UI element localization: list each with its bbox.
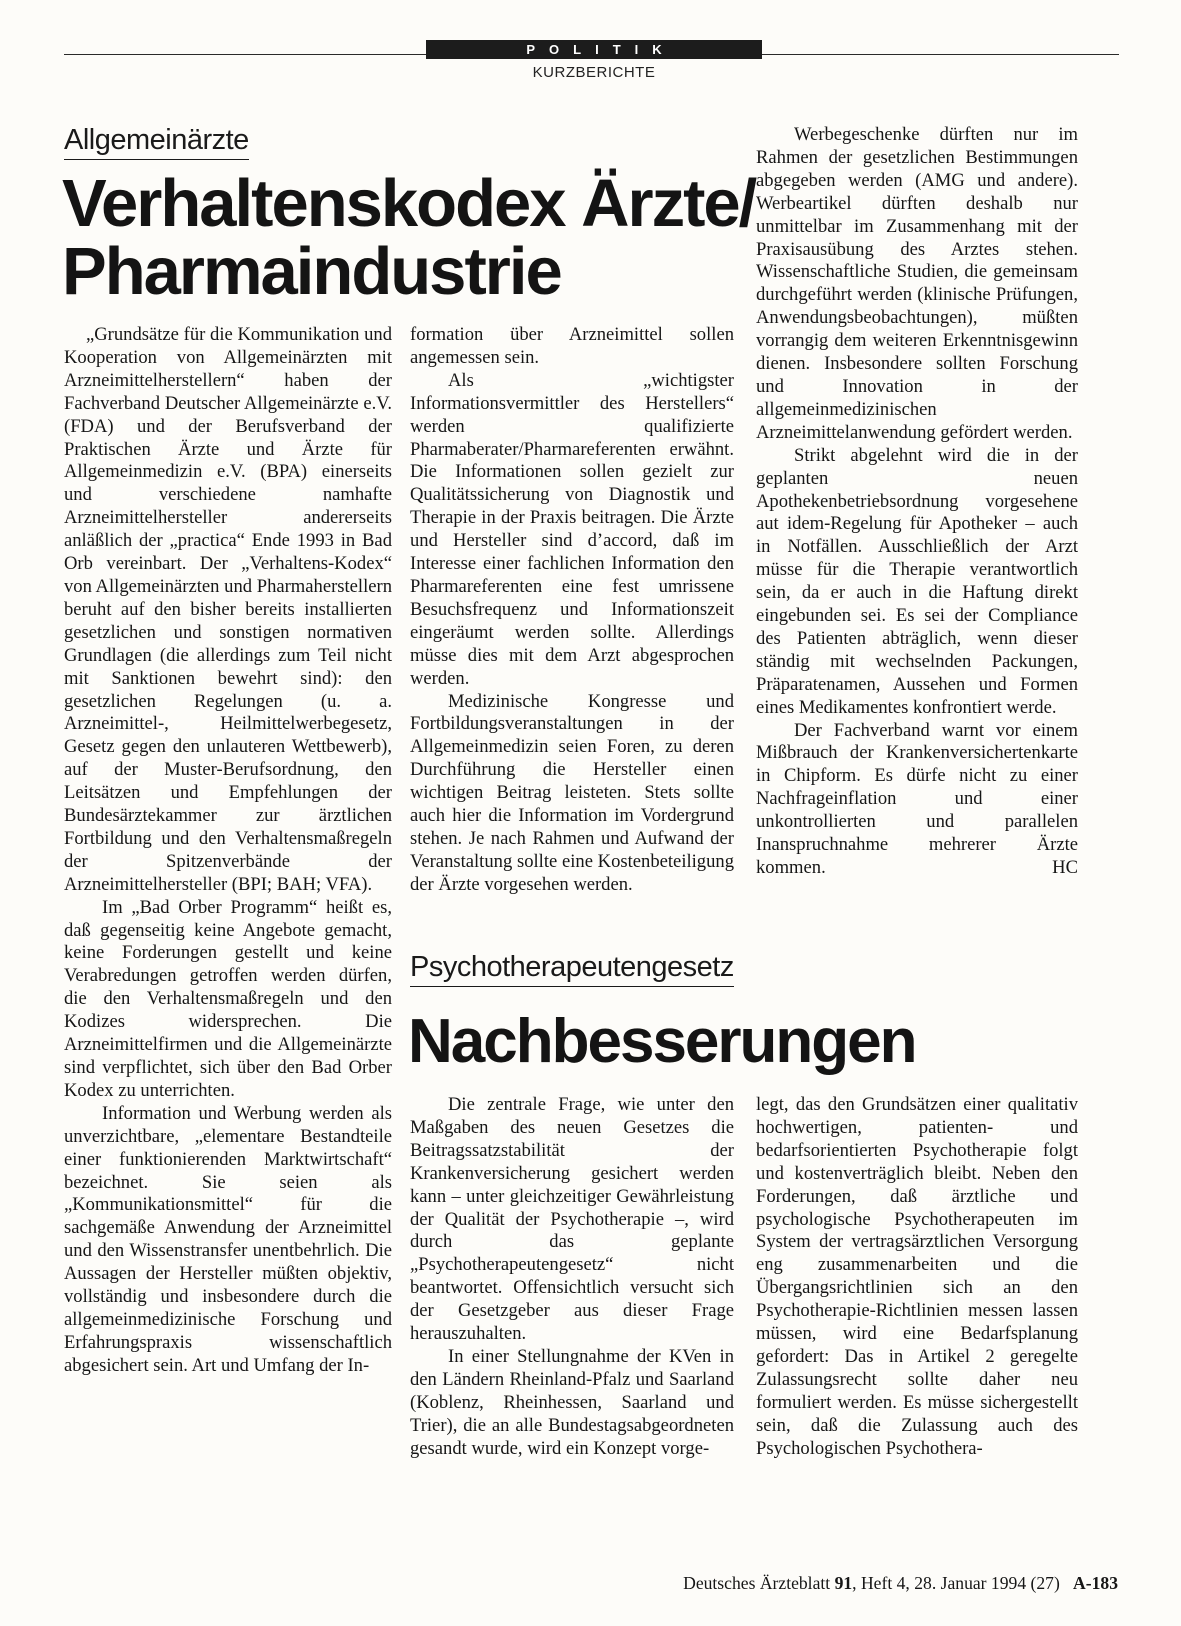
article2-headline: Nachbesserungen bbox=[408, 1007, 916, 1076]
paragraph: Werbegeschenke dürften nur im Rahmen der gesetzlichen Bestimmungen abgegeben werden (AMG und andere). Werbeartikel dürften deshalb nur unmittelbar im Zusammenhang mit der Praxisausübung des Arztes stehen. Wissenschaftliche Studien, die gemeinsam durchgeführt werden (klinische Prüfungen, Anwendungsbeobachtungen), müßten vorrangig dem weiteren Erkenntnisgewinn dienen. Insbesondere sollten Forschung und Innovation in der allgemeinmedizinischen Arzneimittelanwendung gefördert werden. bbox=[756, 124, 1078, 443]
paragraph: Als „wichtigster Informationsvermittler des Herstellers“ werden qualifizierte Pharmaberater/Pharmareferenten erwähnt. Die Informationen sollen gezielt zur Qualitätssicherung von Diagnostik und Therapie in der Praxis beitragen. Die Ärzte und Hersteller sind d’accord, daß im Interesse einer fachlichen Information den Pharmareferenten eine fest umrissene Besuchsfrequenz und Informationszeit eingeräumt werden sollte. Allerdings müsse dies mit dem Arzt abgesprochen werden. bbox=[410, 369, 734, 689]
journal-name: Deutsches Ärzteblatt bbox=[683, 1573, 831, 1593]
journal-issue: , Heft 4, 28. Januar 1994 (27) bbox=[852, 1573, 1060, 1593]
paragraph: Medizinische Kongresse und Fortbildungsveranstaltungen in der Allgemeinmedizin seien Foren, zu deren Durchführung die Hersteller einen wichtigen Beitrag leisteten. Stets sollte auch hier die Information im Vordergrund stehen. Je nach Rahmen und Aufwand der Veranstaltung sollte eine Kostenbeteiligung der Ärzte vorgesehen werden. bbox=[410, 690, 734, 895]
paragraph-text: Der Fachverband warnt vor einem Mißbrauch der Krankenversichertenkarte in Chipform. Es dürfe nicht zu einer Nachfrageinflation und einer unkontrollierten und parallelen Inanspruchnahme mehrerer Ärzte kommen. bbox=[756, 719, 1078, 878]
subsection-label: KURZBERICHTE bbox=[532, 64, 656, 81]
journal-volume: 91 bbox=[834, 1573, 853, 1593]
article2-kicker: Psychotherapeutengesetz bbox=[410, 951, 734, 987]
paragraph: legt, das den Grundsätzen einer qualitativ hochwertigen, patienten- und bedarfsorientierten Psychotherapie folgt und kostenverträglich bleibt. Neben den Forderungen, daß ärztliche und psychologische Psychotherapeuten im System der vertragsärztlichen Versorgung eng zusammenarbeiten und die Übergangsrichtlinien sich an den Psychotherapie-Richtlinien messen lassen müssen, wird eine Bedarfsplanung gefordert: Das in Artikel 2 geregelte Zulassungsrecht sollte daher neu formuliert werden. Es müsse sichergestellt sein, daß die Zulassung auch des Psychologischen Psychothera- bbox=[756, 1094, 1078, 1459]
paragraph: Information und Werbung werden als unverzichtbare, „elementare Bestandteile einer funktionierenden Marktwirtschaft“ bezeichnet. Sie seien als „Kommunikationsmittel“ für die sachgemäße Anwendung der Arzneimittel und den Wissenstransfer unentbehrlich. Die Aussagen der Hersteller müßten objektiv, vollständig und insbesondere durch die allgemeinmedizinische Forschung und Erfahrungspraxis wissenschaftlich abgesichert sein. Art und Umfang der In- bbox=[64, 1102, 392, 1376]
paragraph: „Grundsätze für die Kommunikation und Kooperation von Allgemeinärzten mit Arzneimittelherstellern“ haben der Fachverband Deutscher Allgemeinärzte e.V. (FDA) und der Berufsverband der Praktischen Ärzte und Ärzte für Allgemeinmedizin e.V. (BPA) einerseits und verschiedene namhafte Arzneimittelhersteller andererseits anläßlich der „practica“ Ende 1993 in Bad Orb vereinbart. Der „Verhaltens-Kodex“ von Allgemeinärzten und Pharmaherstellern beruht auf den bisher bereits installierten gesetzlichen und sonstigen normativen Grundlagen (die allerdings zum Teil nicht mit Sanktionen bewehrt sind): den gesetzlichen Regelungen (u. a. Arzneimittel-, Heilmittelwerbegesetz, Gesetz gegen den unlauteren Wettbewerb), auf der Muster-Berufsordnung, den Leitsätzen und Empfehlungen der Bundesärztekammer zur ärztlichen Fortbildung und den Verhaltensmaßregeln der Spitzenverbände der Arzneimittelhersteller (BPI; BAH; VFA). bbox=[64, 324, 392, 895]
author-signature: HC bbox=[1052, 857, 1078, 878]
page-number: A-183 bbox=[1073, 1573, 1118, 1593]
article2-column-2 bbox=[756, 1094, 1078, 1461]
paragraph: formation über Arzneimittel sollen angemessen sein. bbox=[410, 324, 734, 368]
paragraph: Im „Bad Orber Programm“ heißt es, daß gegenseitig keine Angebote gemacht, keine Forderungen gestellt und keine Verabredungen getroffen werden dürfen, die den Verhaltensmaßregeln und den Kodizes widersprechen. Die Arzneimittelfirmen und die Allgemeinärzte sind verpflichtet, sich über den Bad Orber Kodex zu unterrichten. bbox=[64, 896, 392, 1101]
article1-headline-line2: Pharmaindustrie bbox=[62, 234, 561, 309]
paragraph: In einer Stellungnahme der KVen in den Ländern Rheinland-Pfalz und Saarland (Koblenz, Rheinhessen, Saarland und Trier), die an alle Bundestagsabgeordneten gesandt wurde, wird ein Konzept vorge- bbox=[410, 1345, 734, 1459]
article1-column-2 bbox=[410, 324, 734, 897]
article1-kicker: Allgemeinärzte bbox=[64, 124, 249, 160]
paragraph: Strikt abgelehnt wird die in der geplanten neuen Apothekenbetriebsordnung vorgesehene aut idem-Regelung für Apotheker – auch in Notfällen. Ausschließlich der Arzt müsse für die Therapie verantwortlich sein, da er auch in die Haftung direkt eingebunden sei. Es sei der Compliance des Patienten abträglich, wenn dieser ständig mit wechselnden Packungen, Präparatenamen, Aussehen und Formen eines Medikamentes konfrontiert werde. bbox=[756, 444, 1078, 718]
article1-headline-line1: Verhaltenskodex Ärzte/ bbox=[62, 166, 756, 241]
article1-column-1 bbox=[64, 324, 392, 1378]
paragraph: Die zentrale Frage, wie unter den Maßgaben des neuen Gesetzes die Beitragssatzstabilität der Krankenversicherung gesichert werden kann – unter gleichzeitiger Gewährleistung der Qualität der Psychotherapie –, wird durch das geplante „Psychotherapeutengesetz“ nicht beantwortet. Offensichtlich versucht sich der Gesetzgeber aus dieser Frage herauszuhalten. bbox=[410, 1094, 734, 1345]
section-label: POLITIK bbox=[426, 40, 762, 59]
article1-column-3 bbox=[756, 124, 1078, 880]
article2-column-1 bbox=[410, 1094, 734, 1461]
article1-headline bbox=[62, 166, 756, 309]
page-footer bbox=[612, 1573, 1118, 1594]
paragraph bbox=[756, 720, 1078, 880]
